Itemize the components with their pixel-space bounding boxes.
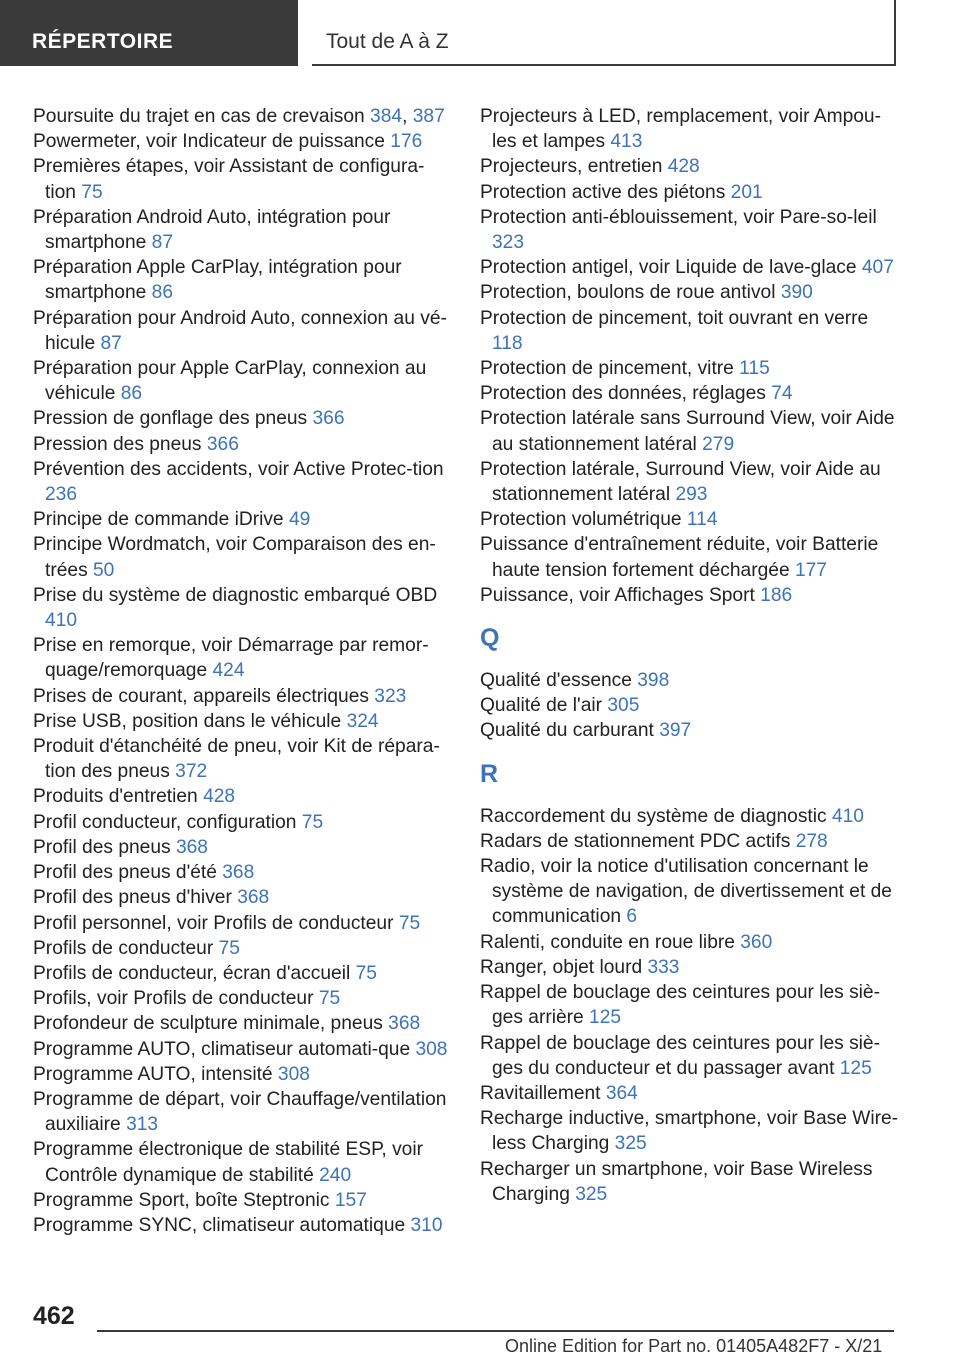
index-entry bbox=[480, 280, 900, 305]
page-link[interactable]: 75 bbox=[218, 937, 240, 959]
index-entry bbox=[33, 154, 453, 204]
index-entry bbox=[33, 1062, 453, 1087]
index-entry-label: Prise en remorque, voir Démarrage par remor‐quage/remorquage bbox=[33, 635, 429, 682]
subsection-tab: Tout de A à Z bbox=[312, 0, 896, 66]
index-entry bbox=[480, 583, 900, 608]
index-entry bbox=[480, 930, 900, 955]
index-entry-label: Projecteurs, entretien bbox=[480, 156, 668, 178]
index-entry-label: Prise du système de diagnostic embarqué OBD bbox=[33, 584, 438, 606]
page-link[interactable]: 390 bbox=[780, 282, 813, 304]
page-link[interactable]: 305 bbox=[607, 695, 640, 717]
page-link[interactable]: 387 bbox=[412, 106, 445, 127]
index-entry bbox=[480, 955, 900, 980]
index-entry-label: Profil des pneus d'été bbox=[33, 862, 223, 884]
index-entry bbox=[480, 854, 900, 930]
page-link[interactable]: 186 bbox=[760, 584, 793, 606]
index-entry-label: Préparation pour Android Auto, connexion au vé‐hicule bbox=[33, 307, 447, 354]
index-entry-label: Profils de conducteur bbox=[33, 937, 219, 959]
index-entry-label: Qualité de l'air bbox=[480, 695, 608, 717]
index-entry-label: Pression de gonflage des pneus bbox=[33, 408, 313, 430]
page-link[interactable]: 157 bbox=[334, 1189, 367, 1211]
page-link[interactable]: 368 bbox=[388, 1013, 421, 1035]
page-link[interactable]: 75 bbox=[355, 962, 377, 984]
index-entry-label: Recharger un smartphone, voir Base Wireless Charging bbox=[480, 1158, 873, 1205]
page-link[interactable]: 50 bbox=[93, 559, 115, 581]
page-link[interactable]: 310 bbox=[410, 1214, 443, 1236]
page-link[interactable]: 177 bbox=[794, 559, 827, 581]
page-link[interactable]: 428 bbox=[667, 156, 700, 178]
index-entry-label: Rappel de bouclage des ceintures pour les siè‐ges arrière bbox=[480, 982, 880, 1029]
index-entry bbox=[33, 911, 453, 936]
index-entry-label: Radars de stationnement PDC actifs bbox=[480, 830, 796, 852]
page-link[interactable]: 115 bbox=[739, 358, 770, 380]
page-link[interactable]: 240 bbox=[319, 1164, 352, 1186]
index-entry bbox=[33, 356, 453, 406]
index-entry-label: Principe Wordmatch, voir Comparaison des en‐trées bbox=[33, 534, 436, 581]
index-entry bbox=[480, 532, 900, 582]
index-entry bbox=[33, 734, 453, 784]
page-link[interactable]: 372 bbox=[175, 761, 208, 783]
page-link[interactable]: 308 bbox=[415, 1038, 448, 1060]
index-entry-label: Produit d'étanchéité de pneu, voir Kit de répara‐tion des pneus bbox=[33, 736, 440, 783]
page-header bbox=[0, 0, 960, 66]
tab-divider bbox=[298, 0, 312, 66]
index-entry bbox=[480, 180, 900, 205]
index-entry bbox=[33, 457, 453, 507]
index-entry-label: Profils, voir Profils de conducteur bbox=[33, 988, 319, 1010]
page-link[interactable]: 125 bbox=[589, 1007, 622, 1029]
index-entry-label: Protection de pincement, vitre bbox=[480, 358, 740, 380]
index-entry bbox=[480, 980, 900, 1030]
index-entry-label: Protection latérale, Surround View, voir Aide au stationnement latéral bbox=[480, 458, 881, 506]
page-link[interactable]: 75 bbox=[318, 988, 341, 1010]
page-link[interactable]: 75 bbox=[81, 181, 103, 203]
page-link[interactable]: 308 bbox=[277, 1063, 310, 1085]
index-group-r bbox=[480, 804, 900, 1207]
index-entry-label: Principe de commande iDrive bbox=[33, 509, 289, 531]
page-link[interactable]: 384 bbox=[370, 106, 403, 127]
page-separator: , bbox=[402, 106, 413, 127]
index-entry-label: Protection de pincement, toit ouvrant en verre bbox=[480, 307, 869, 329]
index-entry-label: Puissance, voir Affichages Sport bbox=[480, 584, 761, 606]
index-entry bbox=[480, 829, 900, 854]
index-entry-label: Protection des données, réglages bbox=[480, 383, 772, 405]
index-entry bbox=[33, 633, 453, 683]
page-link[interactable]: 114 bbox=[686, 509, 718, 531]
index-letter-r: R bbox=[480, 759, 499, 788]
page-link[interactable]: 75 bbox=[301, 811, 324, 833]
index-entry bbox=[33, 1087, 453, 1137]
index-entry-label: Poursuite du trajet en cas de crevaison bbox=[33, 106, 371, 127]
index-letter-q: Q bbox=[480, 624, 500, 653]
index-entry bbox=[33, 432, 453, 457]
index-entry-label: Pression des pneus bbox=[33, 433, 207, 455]
index-entry-label: Ranger, objet lourd bbox=[480, 956, 648, 978]
index-entry-label: Protection, boulons de roue antivol bbox=[480, 282, 781, 304]
footer-edition-text: Online Edition for Part no. 01405A482F7 - X/21 bbox=[505, 1336, 883, 1356]
index-entry-label: Prévention des accidents, voir Active Protec‐tion bbox=[33, 458, 444, 480]
index-entry-label: Protection latérale sans Surround View, voir Aide au stationnement latéral bbox=[480, 408, 895, 455]
index-entry bbox=[33, 684, 453, 709]
page-link[interactable]: 86 bbox=[120, 383, 143, 405]
index-entry bbox=[33, 860, 453, 885]
index-entry-label: Profils de conducteur, écran d'accueil bbox=[33, 962, 356, 984]
index-entry bbox=[33, 1037, 453, 1062]
index-entry bbox=[480, 104, 900, 154]
index-entry-label: Préparation Apple CarPlay, intégration pour smartphone bbox=[33, 257, 402, 304]
index-entry-label: Profil des pneus bbox=[33, 836, 176, 858]
index-entry bbox=[480, 693, 900, 718]
page-link[interactable]: 325 bbox=[614, 1133, 647, 1155]
page-link[interactable]: 333 bbox=[647, 956, 680, 978]
index-entry-label: Profil conducteur, configuration bbox=[33, 811, 302, 833]
index-entry bbox=[33, 835, 453, 860]
index-entry-label: Protection active des piétons bbox=[480, 181, 731, 203]
index-entry-label: Préparation pour Apple CarPlay, connexion au véhicule bbox=[33, 358, 427, 405]
index-entry-label: Protection antigel, voir Liquide de lave‐glace bbox=[480, 257, 862, 279]
page-link[interactable]: 279 bbox=[702, 433, 735, 455]
page-number: 462 bbox=[33, 1302, 75, 1330]
page-link[interactable]: 86 bbox=[151, 282, 173, 304]
index-column-right bbox=[480, 104, 900, 1207]
page-link[interactable]: 364 bbox=[605, 1082, 638, 1104]
page-link[interactable]: 325 bbox=[575, 1183, 608, 1205]
index-entry-label: Prises de courant, appareils électriques bbox=[33, 685, 375, 707]
section-tab: RÉPERTOIRE bbox=[0, 0, 298, 66]
index-entry-label: Ralenti, conduite en roue libre bbox=[480, 931, 741, 953]
index-group-p bbox=[480, 104, 900, 608]
index-entry-label: Protection volumétrique bbox=[480, 509, 687, 531]
index-entry bbox=[33, 961, 453, 986]
page-link[interactable]: 87 bbox=[100, 332, 122, 354]
index-entry bbox=[480, 457, 900, 507]
index-entry bbox=[33, 1137, 453, 1187]
page-link[interactable]: 324 bbox=[346, 710, 379, 732]
page-link[interactable]: 368 bbox=[222, 862, 255, 884]
index-entry bbox=[33, 205, 453, 255]
index-entry-label: Prise USB, position dans le véhicule bbox=[33, 710, 347, 732]
page-link[interactable]: 236 bbox=[45, 484, 78, 506]
index-entry bbox=[33, 583, 453, 633]
index-entry-label: Profondeur de sculpture minimale, pneus bbox=[33, 1013, 389, 1035]
index-entry bbox=[480, 804, 900, 829]
footer-rule bbox=[97, 1330, 894, 1332]
index-entry-label: Programme SYNC, climatiseur automatique bbox=[33, 1214, 411, 1236]
page-link[interactable]: 410 bbox=[45, 610, 78, 632]
index-entry bbox=[480, 255, 900, 280]
page-link[interactable]: 360 bbox=[740, 931, 773, 953]
index-entry-label: Recharge inductive, smartphone, voir Base Wire‐less Charging bbox=[480, 1108, 899, 1155]
index-entry bbox=[33, 306, 453, 356]
page-link[interactable]: 75 bbox=[398, 912, 421, 934]
index-entry-label: Produits d'entretien bbox=[33, 786, 204, 808]
index-entry-label: Projecteurs à LED, remplacement, voir Ampou‐les et lampes bbox=[480, 106, 881, 153]
page-link[interactable]: 368 bbox=[237, 887, 270, 909]
page-link[interactable]: 368 bbox=[175, 836, 208, 858]
index-entry bbox=[33, 532, 453, 582]
page-link[interactable]: 293 bbox=[675, 484, 708, 506]
index-entry-label: Profil des pneus d'hiver bbox=[33, 887, 238, 909]
index-entry bbox=[480, 668, 900, 693]
index-group-q bbox=[480, 668, 900, 744]
index-entry bbox=[480, 381, 900, 406]
page-link[interactable]: 201 bbox=[730, 181, 763, 203]
page-link[interactable]: 366 bbox=[312, 408, 345, 430]
index-entry bbox=[33, 1213, 453, 1238]
index-entry bbox=[33, 104, 453, 129]
page-link[interactable]: 176 bbox=[390, 131, 423, 153]
index-entry bbox=[33, 810, 453, 835]
index-entry bbox=[480, 205, 900, 255]
index-entry bbox=[33, 986, 453, 1011]
index-entry bbox=[33, 406, 453, 431]
index-entry bbox=[480, 306, 900, 356]
index-entry-label: Radio, voir la notice d'utilisation concernant le système de navigation, de divertissement et de communication bbox=[480, 856, 892, 928]
index-entry bbox=[480, 1031, 900, 1081]
index-entry bbox=[480, 1106, 900, 1156]
index-entry-label: Programme Sport, boîte Steptronic bbox=[33, 1189, 335, 1211]
index-entry-label: Protection anti-éblouissement, voir Pare-so‐leil bbox=[480, 206, 877, 228]
index-entry-label: Powermeter, voir Indicateur de puissance bbox=[33, 131, 391, 153]
page-link[interactable]: 313 bbox=[126, 1114, 159, 1136]
page-link[interactable]: 49 bbox=[288, 509, 311, 531]
page-link[interactable]: 278 bbox=[795, 830, 828, 852]
index-entry-label: Programme AUTO, intensité bbox=[33, 1063, 278, 1085]
page-link[interactable]: 410 bbox=[831, 805, 864, 827]
page-link[interactable]: 323 bbox=[374, 685, 407, 707]
index-entry-label: Programme AUTO, climatiseur automati‐que bbox=[33, 1038, 416, 1060]
page-link[interactable]: 428 bbox=[203, 786, 236, 808]
index-entry-label: Premières étapes, voir Assistant de configura‐tion bbox=[33, 156, 425, 203]
page-link[interactable]: 118 bbox=[492, 332, 523, 354]
page-link[interactable]: 323 bbox=[492, 232, 525, 254]
index-entry bbox=[480, 356, 900, 381]
index-entry-label: Programme électronique de stabilité ESP, voir Contrôle dynamique de stabilité bbox=[33, 1139, 423, 1186]
page-link[interactable]: 87 bbox=[151, 232, 173, 254]
index-entry bbox=[33, 255, 453, 305]
page-link[interactable]: 74 bbox=[771, 383, 793, 405]
index-entry bbox=[33, 129, 453, 154]
page-link[interactable]: 125 bbox=[839, 1057, 872, 1079]
index-entry bbox=[480, 406, 900, 456]
index-entry bbox=[480, 507, 900, 532]
index-column-left bbox=[33, 104, 453, 1238]
page-link[interactable]: 6 bbox=[626, 906, 638, 928]
index-entry bbox=[33, 1011, 453, 1036]
page-link[interactable]: 424 bbox=[212, 660, 245, 682]
index-entry-label: Rappel de bouclage des ceintures pour les siè‐ges du conducteur et du passager avant bbox=[480, 1032, 880, 1079]
index-entry bbox=[480, 154, 900, 179]
page-link[interactable]: 398 bbox=[637, 670, 670, 692]
index-entry bbox=[33, 784, 453, 809]
index-entry bbox=[33, 507, 453, 532]
page-link[interactable]: 397 bbox=[659, 720, 692, 742]
index-entry-label: Ravitaillement bbox=[480, 1082, 606, 1104]
index-entry bbox=[33, 1188, 453, 1213]
index-entry-label: Qualité d'essence bbox=[480, 670, 638, 692]
index-entry bbox=[33, 885, 453, 910]
index-entry-label: Programme de départ, voir Chauffage/ventilation auxiliaire bbox=[33, 1088, 447, 1136]
page-link[interactable]: 366 bbox=[206, 433, 239, 455]
index-entry bbox=[33, 936, 453, 961]
index-entry bbox=[480, 1081, 900, 1106]
page-link[interactable]: 407 bbox=[861, 257, 894, 279]
index-entry-label: Qualité du carburant bbox=[480, 720, 660, 742]
page-link[interactable]: 413 bbox=[610, 131, 643, 153]
index-entry-label: Profil personnel, voir Profils de conducteur bbox=[33, 912, 399, 934]
index-entry-label: Préparation Android Auto, intégration pour smartphone bbox=[33, 206, 391, 254]
index-entry bbox=[480, 1157, 900, 1207]
index-entry bbox=[33, 709, 453, 734]
index-entry-label: Puissance d'entraînement réduite, voir Batterie haute tension fortement déchargée bbox=[480, 534, 879, 581]
index-entry-label: Raccordement du système de diagnostic bbox=[480, 805, 832, 827]
index-entry bbox=[480, 718, 900, 743]
